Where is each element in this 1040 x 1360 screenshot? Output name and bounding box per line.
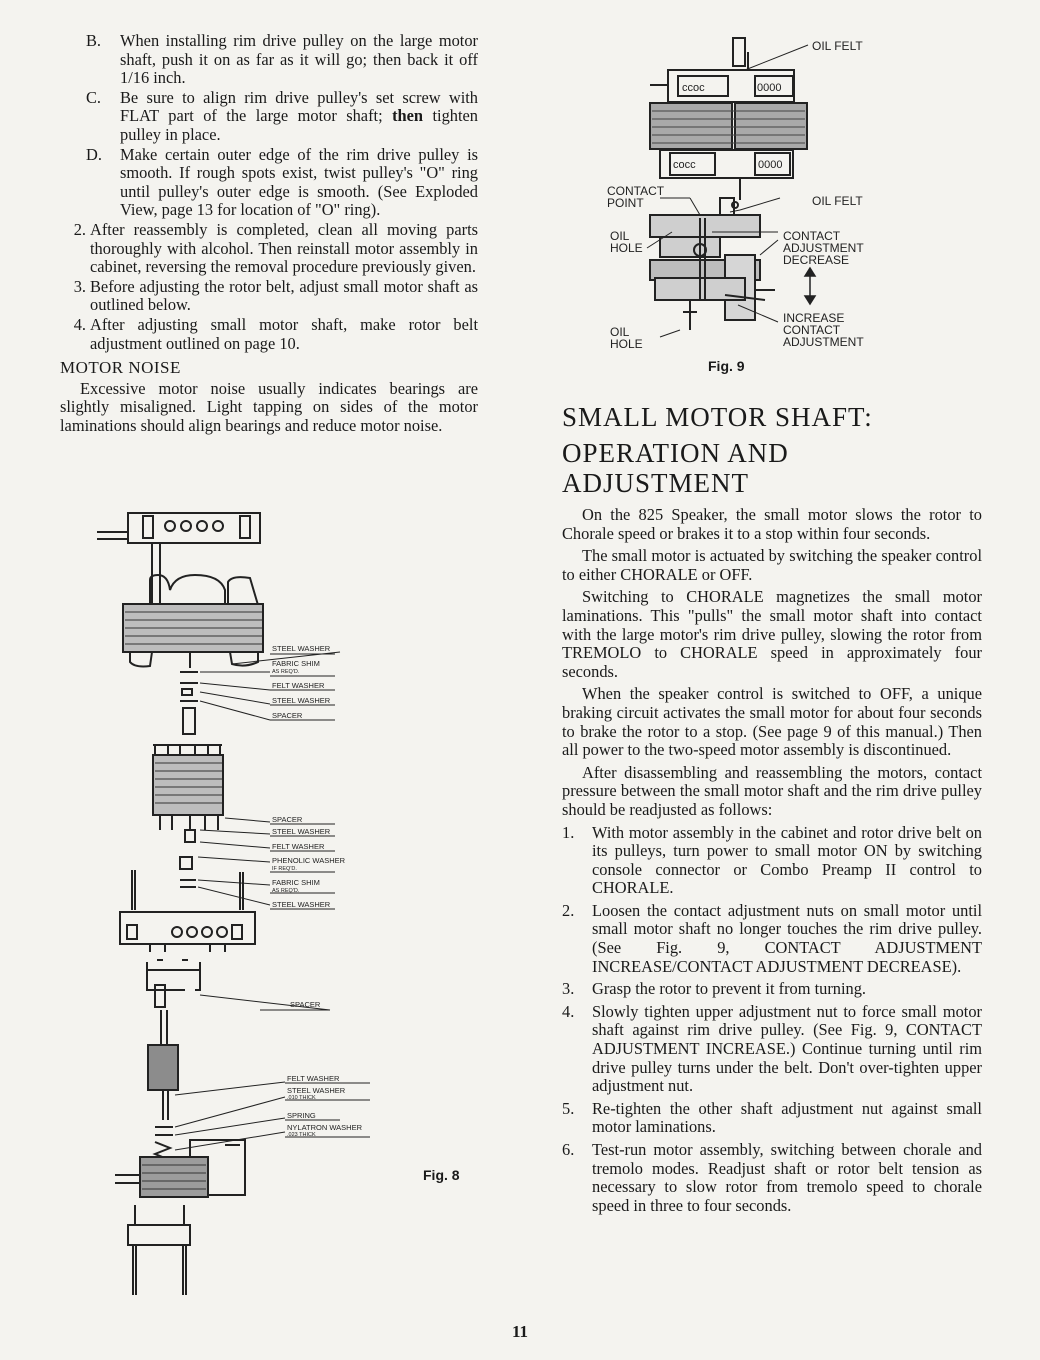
list-item-c: C. Be sure to align rim drive pulley's set screw with FLAT part of the large motor shaft; then tighten pulley in place. bbox=[86, 87, 479, 144]
fig8-label-felt-washer-2: FELT WASHER bbox=[272, 842, 325, 851]
section-heading-line1: SMALL MOTOR SHAFT: bbox=[562, 402, 873, 432]
fig8-label-phenolic-washer: PHENOLIC WASHER bbox=[272, 856, 346, 865]
fig8-label-fabric-shim-2: FABRIC SHIM bbox=[272, 878, 320, 887]
svg-text:ccoc: ccoc bbox=[682, 82, 705, 94]
svg-text:0000: 0000 bbox=[757, 82, 782, 94]
step-3: 3. Grasp the rotor to prevent it from turning. bbox=[562, 979, 867, 999]
step-6: 6. Test-run motor assembly, switching between chorale and tremolo modes. Readjust shaft or rotor belt tension as necessary to slow rotor from tremolo speed to chorale speed in three to four seconds. bbox=[562, 1140, 982, 1215]
fig9-label-point: POINT bbox=[607, 196, 644, 210]
fig9-label-oil-1: OIL bbox=[610, 229, 630, 243]
fig8-label-spacer-1: SPACER bbox=[272, 711, 303, 720]
fig8-label-felt-washer-1: FELT WASHER bbox=[272, 681, 325, 690]
fig8-lamination-mid bbox=[153, 755, 223, 815]
fig8-label-if-reqd: IF REQ'D. bbox=[272, 866, 297, 872]
fig9-label-oil-2: OIL bbox=[610, 325, 630, 339]
fig9-label-hole-1: HOLE bbox=[610, 241, 643, 255]
step-2: 2. Loosen the contact adjustment nuts on small motor until small motor shaft no longer touches the rim drive pulley. (See Fig. 9, CONTACT ADJUSTMENT INCREASE/CONTACT ADJUSTMENT DECREASE). bbox=[562, 900, 982, 976]
paragraph-5: After disassembling and reassembling the motors, contact pressure between the small motor shaft and the rim drive pulley should be readjusted as follows: bbox=[562, 762, 982, 819]
list-item-2: 2. After reassembly is completed, clean all moving parts thoroughly with alcohol. Then reinstall motor assembly in cabinet, reversing the removal procedure previously given. bbox=[73, 219, 478, 277]
step-4: 4. Slowly tighten upper adjustment nut to force small motor shaft against rim drive pulley. (See Fig. 9, CONTACT ADJUSTMENT INCREASE.) Continue turning until rim drive pulley turns under the belt. Don't over-tighten upper adjustment nut. bbox=[562, 1001, 982, 1096]
fig8-label-steel-washer-3: STEEL WASHER bbox=[272, 827, 331, 836]
fig9-label-contact-dec: CONTACT bbox=[783, 229, 841, 243]
fig8-label-spacer-2: SPACER bbox=[272, 815, 303, 824]
fig9-label-hole-2: HOLE bbox=[610, 337, 643, 351]
list-item-4: 4. After adjusting small motor shaft, make rotor belt adjustment outlined on page 10. bbox=[73, 314, 478, 353]
fig9-diagram bbox=[0, 0, 1040, 400]
list-item-d: D. Make certain outer edge of the rim drive pulley is smooth. If rough spots exist, twist pulley's "O" ring until pulley's outer edge is smooth. (See Exploded View, page 13 for location of "O" ring). bbox=[86, 144, 478, 220]
fig8-label-steel-washer-1: STEEL WASHER bbox=[272, 644, 331, 653]
fig9-label-adjustment-dec: ADJUSTMENT bbox=[783, 241, 864, 255]
fig8-label-steel-washer-5: STEEL WASHER bbox=[287, 1086, 346, 1095]
fig8-label-023-thick: .023 THICK bbox=[287, 1132, 316, 1138]
svg-text:cocc: cocc bbox=[673, 159, 696, 171]
fig8-lamination-bottom bbox=[140, 1157, 208, 1197]
page-number: 11 bbox=[511, 1322, 529, 1341]
fig9-lamination-right bbox=[735, 103, 807, 149]
list-item-b: B. When installing rim drive pulley on the large motor shaft, push it on as far as it will go; then back it off 1/16 inch. bbox=[86, 31, 478, 88]
fig8-label-felt-washer-3: FELT WASHER bbox=[287, 1074, 340, 1083]
right-column bbox=[562, 402, 982, 1219]
fig8-label-spring: SPRING bbox=[287, 1111, 316, 1120]
step-1: 1. With motor assembly in the cabinet and rotor drive belt on its pulleys, turn power to small motor ON by switching console connector or Combo Preamp II control to CHORALE. bbox=[562, 822, 982, 898]
section-heading-line2: OPERATION AND ADJUSTMENT bbox=[562, 438, 789, 498]
fig8-label-as-reqd-1: AS REQ'D. bbox=[272, 669, 300, 675]
fig9-label-increase: INCREASE bbox=[783, 311, 845, 325]
fig8-label-nylatron-washer: NYLATRON WASHER bbox=[287, 1123, 363, 1132]
fig8-label-steel-washer-4: STEEL WASHER bbox=[272, 900, 331, 909]
fig8-label-as-reqd-2: AS REQ'D. bbox=[272, 888, 300, 894]
fig9-label-oil-felt-mid: OIL FELT bbox=[812, 194, 863, 208]
fig9-label-contact-inc: CONTACT bbox=[783, 323, 841, 337]
fig8-label-fabric-shim-1: FABRIC SHIM bbox=[272, 659, 320, 668]
fig9-label-contact: CONTACT bbox=[607, 184, 665, 198]
paragraph-4: When the speaker control is switched to OFF, a unique braking circuit activates the small motor for about four seconds to brake the rotor to a stop. (See page 9 of this manual.) Then all power to the two-speed motor assembly is discontinued. bbox=[562, 684, 982, 760]
fig9-label-adjustment-inc: ADJUSTMENT bbox=[783, 335, 864, 349]
fig9-label: Fig. 9 bbox=[708, 358, 745, 374]
paragraph-3: Switching to CHORALE magnetizes the small motor laminations. This "pulls" the small motor shaft into contact with the large motor's rim drive pulley, slowing the rotor from TREMOLO to CHORALE speed in approximately four seconds. bbox=[562, 587, 982, 681]
list-item-3: 3. Before adjusting the rotor belt, adjust small motor shaft as outlined below. bbox=[73, 276, 478, 315]
fig8-label-steel-washer-2: STEEL WASHER bbox=[272, 696, 331, 705]
step-5: 5. Re-tighten the other shaft adjustment nut against small motor laminations. bbox=[562, 1098, 982, 1137]
fig9-lamination-left bbox=[650, 103, 732, 149]
fig8-label-spacer-3: SPACER bbox=[290, 1000, 321, 1009]
paragraph-2: The small motor is actuated by switching the speaker control to either CHORALE or OFF. bbox=[562, 546, 982, 584]
motor-noise-text: Excessive motor noise usually indicates bearings are slightly misaligned. Light tapping on sides of the motor laminations should align bearings and reduce motor noise. bbox=[60, 378, 478, 435]
motor-noise-heading: MOTOR NOISE bbox=[60, 358, 181, 378]
paragraph-1: On the 825 Speaker, the small motor slows the rotor to Chorale speed or brakes it to a stop within four seconds. bbox=[562, 505, 982, 543]
svg-text:0000: 0000 bbox=[758, 159, 783, 171]
fig8-label: Fig. 8 bbox=[423, 1167, 460, 1183]
fig9-label-oil-felt-top: OIL FELT bbox=[812, 39, 863, 53]
fig8-lamination-small bbox=[148, 1045, 178, 1090]
fig9-label-decrease: DECREASE bbox=[783, 253, 850, 267]
fig8-label-010-thick: .010 THICK bbox=[287, 1095, 316, 1101]
